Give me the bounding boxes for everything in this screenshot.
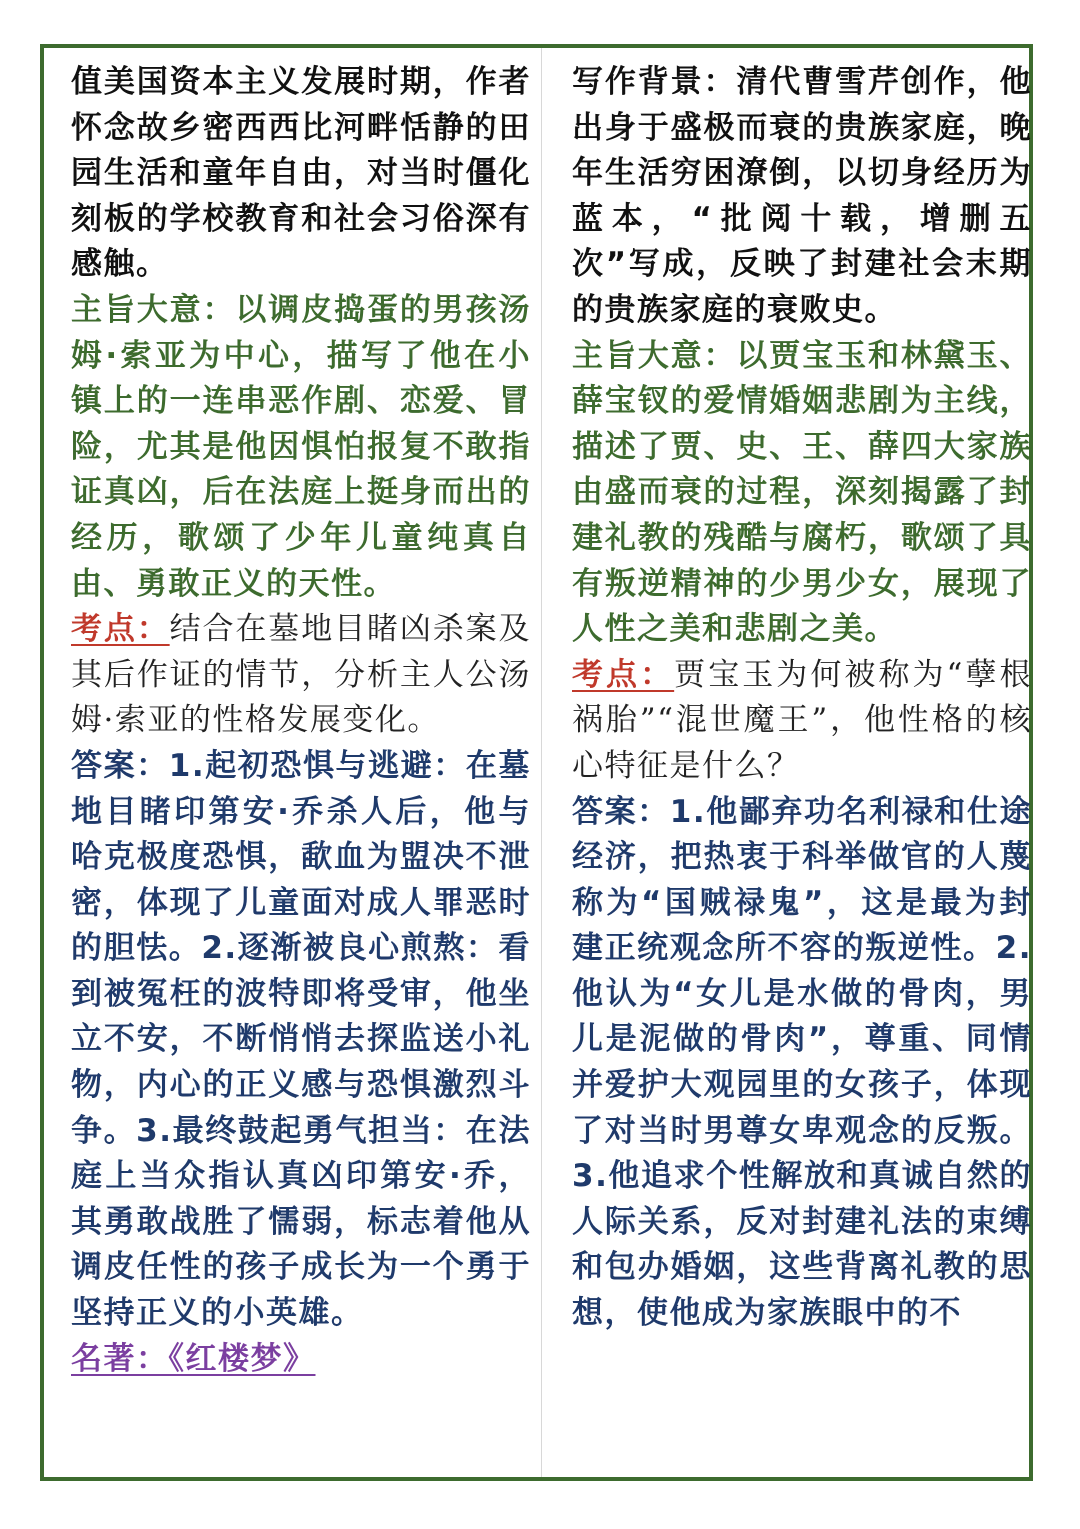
left-answer-text: 答案：1.起初恐惧与逃避：在墓地目睹印第安·乔杀人后，他与哈克极度恐惧，歃血为盟决不泄密，体现了儿童面对成人罪恶时的胆怯。2.逐渐被良心煎熬：看到被冤枉的波特即将受审，他坐立不安，不断悄悄去探监送小礼物，内心的正义感与恐惧激烈斗争。3.最终鼓起勇气担当：在法庭上当众指认真凶印第安·乔，其勇敢战胜了懦弱，标志着他从调皮任性的孩子成长为一个勇于坚持正义的小英雄。 <box>71 747 531 1332</box>
left-column <box>71 60 531 1382</box>
left-theme-text: 主旨大意：以调皮捣蛋的男孩汤姆·索亚为中心，描写了他在小镇上的一连串恶作剧、恋爱、冒险，尤其是他因惧怕报复不敢指证真凶，后在法庭上挺身而出的经历，歌颂了少年儿童纯真自由、勇敢正义的天性。 <box>71 291 531 602</box>
left-kaodian-text: 结合在墓地目睹凶杀案及其后作证的情节，分析主人公汤姆·索亚的性格发展变化。 <box>71 611 532 739</box>
right-column <box>572 60 1032 1337</box>
right-kaodian-label: 考点： <box>572 656 675 693</box>
left-kaodian <box>71 607 531 744</box>
left-background-text: 值美国资本主义发展时期，作者怀念故乡密西西比河畔恬静的田园生活和童年自由，对当时僵化刻板的学校教育和社会习俗深有感触。 <box>71 64 531 283</box>
left-kaodian-label: 考点： <box>71 611 170 648</box>
right-answer-text: 答案：1.他鄙弃功名利禄和仕途经济，把热衷于科举做官的人蔑称为“国贼禄鬼”，这是最为封建正统观念所不容的叛逆性。2.他认为“女儿是水做的骨肉，男儿是泥做的骨肉”，尊重、同情并爱护大观园里的女孩子，体现了对当时男尊女卑观念的反叛。3.他追求个性解放和真诚自然的人际关系，反对封建礼法的束缚和包办婚姻，这些背离礼教的思想，使他成为家族眼中的不 <box>572 793 1032 1332</box>
column-divider <box>541 48 542 1477</box>
right-kaodian-text: 贾宝玉为何被称为“孽根祸胎”“混世魔王”，他性格的核心特征是什么？ <box>572 656 1032 784</box>
content-frame <box>40 44 1033 1481</box>
next-book-title-line <box>71 1337 531 1383</box>
right-background-text: 写作背景：清代曹雪芹创作，他出身于盛极而衰的贵族家庭，晚年生活穷困潦倒，以切身经历为蓝本，“批阅十载，增删五次”写成，反映了封建社会末期的贵族家庭的衰败史。 <box>572 64 1032 328</box>
right-kaodian <box>572 653 1032 790</box>
right-theme-text: 主旨大意：以贾宝玉和林黛玉、薛宝钗的爱情婚姻悲剧为主线，描述了贾、史、王、薛四大家族由盛而衰的过程，深刻揭露了封建礼教的残酷与腐朽，歌颂了具有叛逆精神的少男少女，展现了人性之美和悲剧之美。 <box>572 337 1032 648</box>
next-book-title: 名著：《红楼梦》 <box>71 1340 316 1377</box>
